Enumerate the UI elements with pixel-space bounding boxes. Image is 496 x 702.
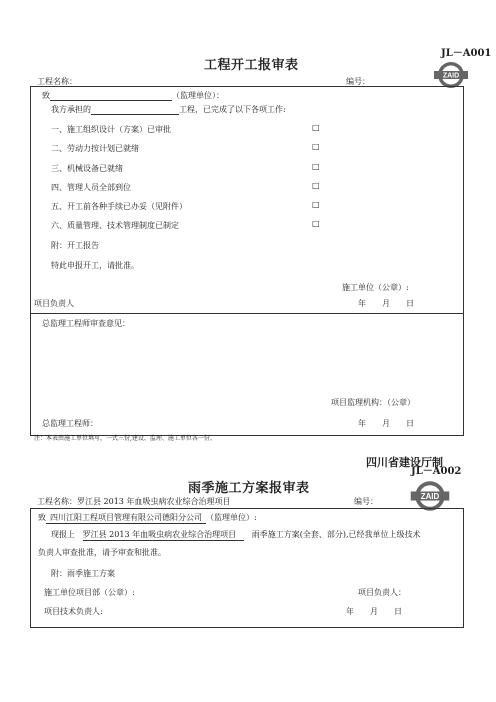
form2-body-prefix: 现报上 — [51, 530, 75, 539]
form1-item-3: 三、机械设备已就绪 — [51, 164, 123, 173]
form1-contractor: 施工单位（公章）: — [342, 283, 409, 292]
logo-text: ZAID — [442, 72, 460, 80]
form1-number-label: 编号： — [346, 77, 370, 86]
logo-text: ZAID — [420, 491, 440, 501]
form2-title: 雨季施工方案报审表 — [188, 481, 310, 496]
form1-to-prefix: 致 — [42, 91, 50, 100]
form1-item-5: 五、开工前各种手续已办妥（见附件） — [51, 202, 187, 211]
form1-note: 注：本表由施工单位填写，一式三份,建设、监理、施工单位各一份。 — [34, 435, 216, 442]
form2-date: 年 月 日 — [346, 607, 402, 616]
form2-tech: 项目技术负责人: — [44, 607, 103, 616]
form1-supervisor-field[interactable] — [50, 91, 172, 101]
form1-checkbox-2[interactable]: □ — [312, 142, 320, 151]
form2-to-prefix: 致 — [38, 513, 46, 522]
form1-item-2: 二、劳动力按计划已就绪 — [51, 144, 139, 153]
form2-body-line1 — [51, 529, 421, 541]
form1-checkbox-6[interactable]: □ — [312, 219, 320, 228]
form2-dept: 施工单位项目部（公章）: — [44, 588, 135, 597]
form1-checkbox-1[interactable]: □ — [312, 123, 320, 132]
form1-to-line — [42, 90, 224, 101]
form1-opinion: 总监理工程师审查意见： — [42, 319, 130, 328]
form1-chief: 总监理工程师： — [42, 419, 98, 428]
form2-to-company[interactable]: 四川江阳工程项目管理有限公司德阳分公司 — [46, 512, 206, 524]
form1-supervisor-org: 项目监理机构：（公章） — [331, 398, 415, 407]
form1-divider — [30, 313, 464, 314]
form2-code: JL－A002 — [411, 466, 462, 477]
form1-intro-suffix: 工程，已完成了以下各项工作: — [179, 105, 286, 114]
form2-project-line — [37, 496, 230, 507]
form2-body-line2: 负责人审查批准，请予审查和批准。 — [38, 548, 166, 557]
form2-project-label: 工程名称： — [37, 497, 77, 506]
form1-code: JL－A001 — [441, 48, 492, 59]
form2-number-label: 编号： — [354, 497, 378, 506]
form2-body-suffix: 雨季施工方案(全套、部分),已经我单位上级技术 — [251, 530, 421, 539]
form1-item-1: 一、施工组织设计（方案）已审批 — [51, 125, 171, 134]
form2-body-project[interactable]: 罗江县 2013 年血吸虫病农业综合治理项目 — [83, 529, 244, 541]
form1-intro-prefix: 我方承担的 — [51, 105, 91, 114]
form1-date2: 年 月 日 — [358, 419, 414, 428]
form2-manager: 项目负责人： — [358, 588, 406, 597]
form1-checkbox-3[interactable]: □ — [312, 162, 320, 171]
form1-project-label: 工程名称： — [37, 77, 77, 86]
form2-to-suffix: （监理单位）: — [206, 513, 257, 522]
form1-issuer: 四川省建设厅制 — [366, 456, 443, 469]
form2-project-name: 罗江县 2013 年血吸虫病农业综合治理项目 — [77, 497, 231, 506]
form1-item-4: 四、管理人员全部到位 — [51, 183, 131, 192]
form1-checkbox-4[interactable]: □ — [312, 181, 320, 190]
form1-request: 特此申报开工，请批准。 — [51, 261, 139, 270]
form1-project-field[interactable] — [91, 105, 179, 115]
form1-date: 年 月 日 — [358, 299, 414, 308]
form1-title: 工程开工报审表 — [204, 58, 299, 73]
form1-intro — [51, 104, 286, 115]
form1-attach: 附：开工报告 — [51, 241, 99, 250]
form1-to-suffix: （监理单位）： — [172, 91, 224, 100]
form1-checkbox-5[interactable]: □ — [312, 200, 320, 209]
form2-to-line — [38, 512, 257, 524]
form1-manager: 项目负责人 — [34, 299, 74, 308]
form1-item-6: 六、质量管理、技术管理制度已制定 — [51, 221, 179, 230]
form2-attach: 附：雨季施工方案 — [51, 569, 115, 578]
